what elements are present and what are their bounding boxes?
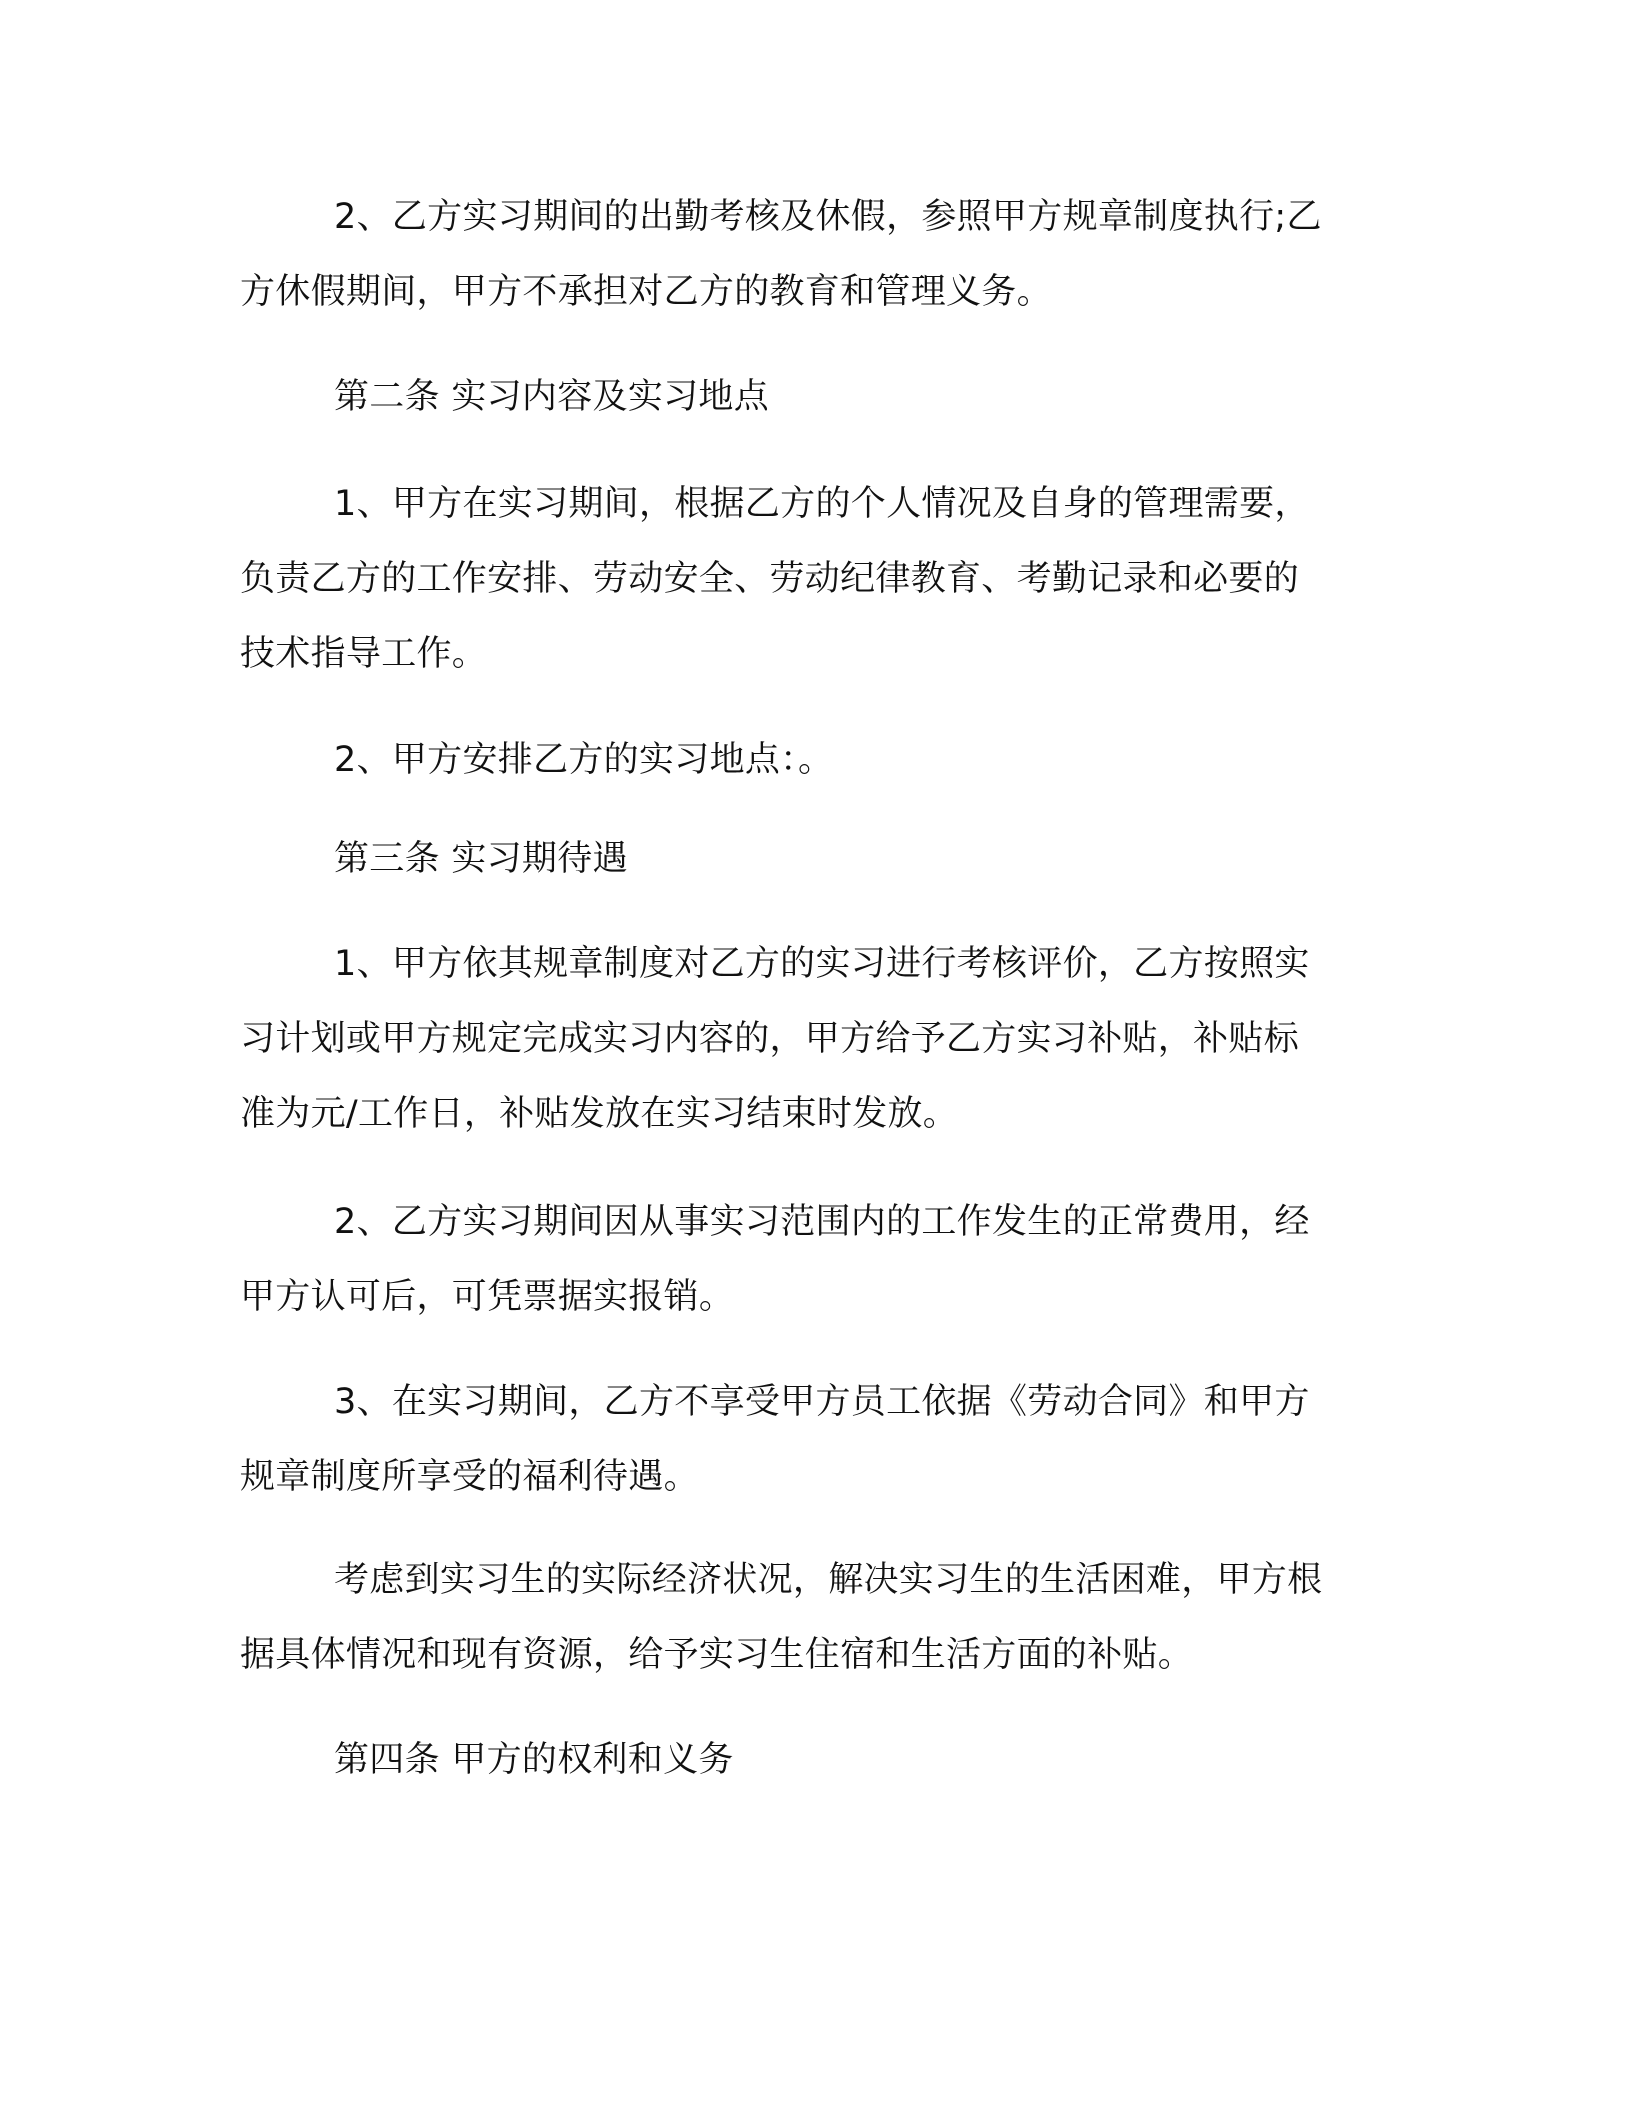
paragraph-line: 规章制度所享受的福利待遇。 — [240, 1457, 699, 1497]
section-heading: 第四条 甲方的权利和义务 — [334, 1740, 734, 1780]
paragraph-line: 据具体情况和现有资源，给予实习生住宿和生活方面的补贴。 — [240, 1635, 1194, 1675]
section-heading-2 — [240, 360, 1380, 435]
paragraph-line: 技术指导工作。 — [240, 634, 488, 674]
paragraph-housing-subsidy — [240, 1543, 1380, 1693]
section-heading: 第二条 实习内容及实习地点 — [334, 377, 770, 417]
paragraph-work-arrangement — [240, 467, 1380, 692]
section-heading-3 — [240, 822, 1380, 897]
paragraph-line: 负责乙方的工作安排、劳动安全、劳动纪律教育、考勤记录和必要的 — [240, 559, 1300, 599]
paragraph-location — [240, 723, 1380, 798]
paragraph-attendance — [240, 180, 1380, 330]
paragraph-line: 2、乙方实习期间的出勤考核及休假，参照甲方规章制度执行;乙 — [334, 197, 1322, 237]
paragraph-line: 2、甲方安排乙方的实习地点：。 — [334, 740, 834, 780]
paragraph-benefits — [240, 1365, 1380, 1515]
paragraph-line: 2、乙方实习期间因从事实习范围内的工作发生的正常费用，经 — [334, 1202, 1310, 1242]
paragraph-line: 准为元/工作日，补贴发放在实习结束时发放。 — [240, 1094, 959, 1134]
paragraph-line: 1、甲方在实习期间，根据乙方的个人情况及自身的管理需要， — [334, 484, 1310, 524]
paragraph-line: 习计划或甲方规定完成实习内容的，甲方给予乙方实习补贴，补贴标 — [240, 1019, 1300, 1059]
section-heading: 第三条 实习期待遇 — [334, 839, 628, 879]
paragraph-line: 方休假期间，甲方不承担对乙方的教育和管理义务。 — [240, 272, 1052, 312]
paragraph-line: 甲方认可后，可凭票据实报销。 — [240, 1277, 735, 1317]
paragraph-line: 1、甲方依其规章制度对乙方的实习进行考核评价，乙方按照实 — [334, 944, 1310, 984]
section-heading-4 — [240, 1723, 1380, 1798]
paragraph-allowance — [240, 927, 1380, 1152]
paragraph-line: 考虑到实习生的实际经济状况，解决实习生的生活困难，甲方根 — [334, 1560, 1323, 1600]
paragraph-expenses — [240, 1185, 1380, 1335]
paragraph-line: 3、在实习期间，乙方不享受甲方员工依据《劳动合同》和甲方 — [334, 1382, 1310, 1422]
